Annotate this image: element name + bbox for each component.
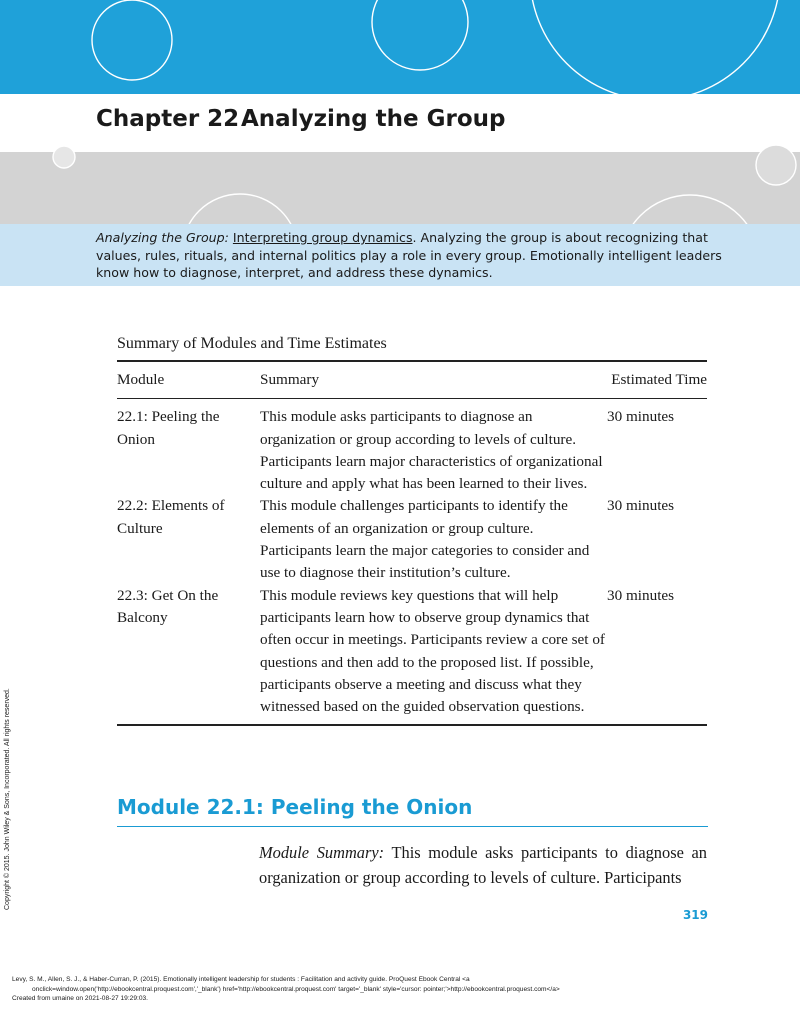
- page-number: 319: [682, 908, 708, 922]
- time-cell: 30 minutes: [607, 408, 675, 426]
- modules-summary-table: [117, 360, 707, 726]
- citation-line: onclick=window.open('http://ebookcentral.proquest.com','_blank') href='http://ebookcentral.proquest.com' target='_blank' style='cursor: pointer;'>http://ebookcentral.proquest.com</a>: [32, 985, 560, 993]
- module-heading: Module 22.1: Peeling the Onion: [117, 795, 473, 819]
- chapter-title: [96, 106, 506, 132]
- summary-cell: This module reviews key questions that will help participants learn how to observe group dynamics that often occur in meetings. Participants review a core set of questions and then add to the proposed list. If possible, participants observe a meeting and discuss what they witnessed based on the guided observation questions.: [260, 585, 607, 726]
- header-estimated-time: Estimated Time: [607, 361, 707, 399]
- module-cell: 22.2: Elements of Culture: [117, 497, 225, 537]
- intro-lead: Analyzing the Group:: [96, 230, 229, 245]
- intro-paragraph: [96, 229, 746, 282]
- header-banner-gray: [0, 152, 800, 224]
- module-summary-text: This module asks participants to diagnose an organization or group according to levels of culture. Participants: [259, 843, 707, 887]
- module-summary-paragraph: [259, 840, 707, 890]
- module-cell: 22.3: Get On the Balcony: [117, 585, 260, 726]
- chapter-number: Chapter 22: [96, 106, 240, 132]
- table-caption: Summary of Modules and Time Estimates: [117, 335, 387, 352]
- header-module: Module: [117, 361, 260, 399]
- summary-cell: This module challenges participants to identify the elements of an organization or group culture. Participants learn the major categories to consider and use to diagnose their institution’s culture.: [260, 497, 590, 582]
- citation-created-line: Created from umaine on 2021-08-27 19:29:03.: [12, 995, 148, 1002]
- chapter-name: Analyzing the Group: [241, 106, 506, 132]
- intro-term: Interpreting group dynamics: [232, 230, 413, 245]
- citation-footer: [12, 975, 797, 1004]
- intro-text: . Analyzing the group is about recognizing that values, rules, rituals, and internal politics play a role in every group. Emotionally intelligent leaders know how to diagnose, interpret, and address these dynamics.: [96, 230, 722, 280]
- header-summary: Summary: [260, 361, 607, 399]
- module-cell: 22.1: Peeling the Onion: [117, 408, 220, 448]
- table-header-row: [117, 361, 707, 399]
- module-summary-lead: Module Summary:: [259, 843, 385, 862]
- table-row: [117, 585, 707, 726]
- citation-line: Levy, S. M., Allen, S. J., & Haber-Curran, P. (2015). Emotionally intelligent leadership for students : Facilitation and activity guide. ProQuest Ebook Central <a: [12, 976, 470, 983]
- copyright-notice: Copyright © 2015. John Wiley & Sons, Incorporated. All rights reserved.: [4, 688, 11, 910]
- table-row: [117, 399, 707, 496]
- time-cell: 30 minutes: [607, 497, 675, 515]
- table-row: [117, 495, 707, 584]
- header-banner-blue: [0, 0, 800, 94]
- time-cell: 30 minutes: [607, 585, 707, 726]
- summary-cell: This module asks participants to diagnose an organization or group according to levels of culture. Participants learn major characteristics of organizational culture and apply what has been learned to their lives.: [260, 408, 603, 493]
- module-heading-rule: [117, 826, 708, 827]
